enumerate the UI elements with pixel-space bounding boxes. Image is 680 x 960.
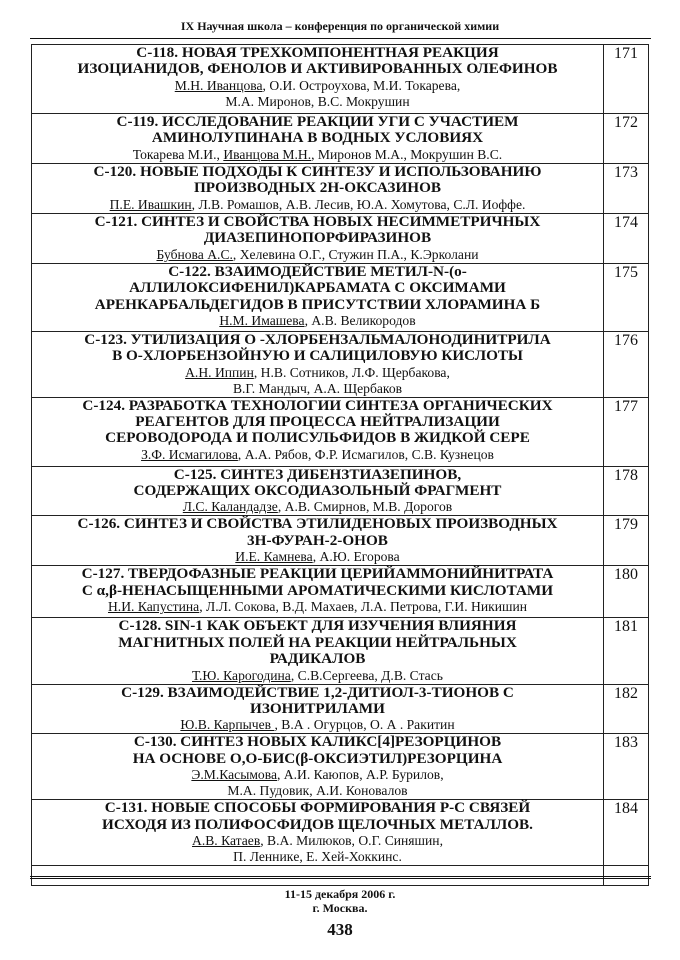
presenting-author: Н.М. Имашева bbox=[219, 313, 305, 329]
entry-title-line: АМИНОЛУПИНАНА В ВОДНЫХ УСЛОВИЯХ bbox=[151, 129, 484, 147]
entry-title-line: АЛЛИЛОКСИФЕНИЛ)КАРБАМАТА С ОКСИМАМИ bbox=[129, 279, 506, 297]
presenting-author: Иванцова М.Н. bbox=[223, 146, 312, 162]
entry-title-line: С α,β-НЕНАСЫЩЕННЫМИ АРОМАТИЧЕСКИМИ КИСЛОТАМИ bbox=[81, 581, 554, 599]
entry-authors-line bbox=[32, 381, 603, 397]
contents-table bbox=[31, 44, 649, 886]
entry-authors-line bbox=[32, 447, 603, 463]
entry-authors-line bbox=[32, 549, 603, 565]
entry-page-number: 172 bbox=[604, 114, 649, 164]
toc-entry bbox=[32, 45, 649, 114]
toc-entry bbox=[32, 114, 649, 164]
entry-body bbox=[32, 263, 604, 331]
entry-authors-line bbox=[32, 767, 603, 783]
authors-text: , Миронов М.А., Мокрушин В.С. bbox=[311, 146, 503, 162]
presenting-author: А.В. Катаев bbox=[192, 833, 261, 849]
page-number: 438 bbox=[327, 920, 353, 939]
entry-authors-line bbox=[32, 94, 603, 110]
entry-title-line: СЕРОВОДОРОДА И ПОЛИСУЛЬФИДОВ В ЖИДКОЙ СЕРЕ bbox=[105, 429, 530, 447]
entry-title-line: С-130. СИНТЕЗ НОВЫХ КАЛИКС[4]РЕЗОРЦИНОВ bbox=[133, 733, 502, 751]
toc-entry bbox=[32, 800, 649, 866]
entry-body bbox=[32, 114, 604, 164]
entry-body bbox=[32, 684, 604, 734]
presenting-author: Бубнова А.С. bbox=[156, 246, 233, 262]
toc-entry bbox=[32, 734, 649, 800]
presenting-author: А.Н. Иппин bbox=[185, 364, 254, 380]
contents-body bbox=[32, 45, 649, 886]
entry-title-line: ИЗОНИТРИЛАМИ bbox=[250, 700, 385, 718]
entry-title-line: С-122. ВЗАИМОДЕЙСТВИЕ МЕТИЛ-N-(о- bbox=[168, 262, 467, 280]
authors-text: , В.А . Огурцов, О. А . Ракитин bbox=[274, 717, 455, 733]
entry-body bbox=[32, 618, 604, 684]
footer-rule bbox=[30, 876, 651, 881]
entry-title-line: С-118. НОВАЯ ТРЕХКОМПОНЕНТНАЯ РЕАКЦИЯ bbox=[136, 44, 499, 61]
entry-body bbox=[32, 800, 604, 866]
entry-authors-line bbox=[32, 365, 603, 381]
authors-text: , А.В. Смирнов, М.В. Дорогов bbox=[277, 499, 453, 515]
entry-page-number: 174 bbox=[604, 214, 649, 264]
authors-text: , А.И. Каюпов, А.Р. Бурилов, bbox=[277, 767, 444, 783]
entry-authors-line bbox=[32, 197, 603, 213]
toc-entry bbox=[32, 618, 649, 684]
presenting-author: П.Е. Ивашкин bbox=[109, 196, 192, 212]
running-header: IX Научная школа – конференция по органической химии bbox=[180, 19, 500, 33]
authors-text: П. Ленникe, Е. Хей-Хоккинс. bbox=[233, 849, 402, 865]
authors-text: Токарева М.И., bbox=[132, 146, 224, 162]
entry-body bbox=[32, 397, 604, 466]
entry-title-line: С-126. СИНТЕЗ И СВОЙСТВА ЭТИЛИДЕНОВЫХ ПРОИЗВОДНЫХ bbox=[77, 515, 558, 533]
entry-authors-line bbox=[32, 849, 603, 865]
entry-page-number: 181 bbox=[604, 618, 649, 684]
toc-entry bbox=[32, 263, 649, 331]
entry-title-line: В О-ХЛОРБЕНЗОЙНУЮ И САЛИЦИЛОВУЮ КИСЛОТЫ bbox=[112, 347, 523, 365]
entry-body bbox=[32, 516, 604, 566]
presenting-author: И.Е. Камнева bbox=[235, 549, 313, 565]
presenting-author: З.Ф. Исмагилова bbox=[141, 446, 238, 462]
entry-title-line: 3Н-ФУРАН-2-ОНОВ bbox=[247, 531, 388, 549]
authors-text: , Н.В. Сотников, Л.Ф. Щербакова, bbox=[253, 364, 450, 380]
entry-title-line: ИСХОДЯ ИЗ ПОЛИФОСФИДОВ ЩЕЛОЧНЫХ МЕТАЛЛОВ. bbox=[102, 815, 533, 833]
entry-body bbox=[32, 734, 604, 800]
presenting-author: Т.Ю. Карогодина bbox=[192, 667, 291, 683]
entry-body bbox=[32, 45, 604, 114]
entry-body bbox=[32, 331, 604, 397]
entry-title-line: С-131. НОВЫЕ СПОСОБЫ ФОРМИРОВАНИЯ Р-С СВЯЗЕЙ bbox=[104, 799, 531, 817]
toc-entry bbox=[32, 566, 649, 618]
footer-city: г. Москва. bbox=[312, 901, 368, 915]
entry-title-line: НА ОСНОВЕ О,О-БИС(β-ОКСИЭТИЛ)РЕЗОРЦИНА bbox=[132, 749, 503, 767]
presenting-author: Н.И. Капустина bbox=[107, 599, 200, 615]
toc-entry bbox=[32, 331, 649, 397]
toc-entry bbox=[32, 684, 649, 734]
authors-text: , Л.В. Ромашов, А.В. Лесив, Ю.А. Хомутова, С.Л. Иоффе. bbox=[191, 196, 526, 212]
entry-authors-line bbox=[32, 78, 603, 94]
presenting-author: Л.С. Каландадзе bbox=[182, 499, 278, 515]
authors-text: , Хелевина О.Г., Стужин П.А., К.Эрколани bbox=[232, 246, 479, 262]
entry-page-number: 177 bbox=[604, 397, 649, 466]
entry-title-line: С-127. ТВЕРДОФАЗНЫЕ РЕАКЦИИ ЦЕРИЙАММОНИЙНИТРАТА bbox=[81, 565, 554, 583]
authors-text: , А.Ю. Егорова bbox=[312, 549, 400, 565]
entry-title-line: РАДИКАЛОВ bbox=[269, 650, 366, 668]
toc-entry bbox=[32, 214, 649, 264]
entry-title-line: С-121. СИНТЕЗ И СВОЙСТВА НОВЫХ НЕСИММЕТРИЧНЫХ bbox=[94, 213, 541, 230]
authors-text: , А.А. Рябов, Ф.Р. Исмагилов, С.В. Кузнецов bbox=[237, 446, 494, 462]
entry-title-line: ИЗОЦИАНИДОВ, ФЕНОЛОВ И АКТИВИРОВАННЫХ ОЛЕФИНОВ bbox=[77, 60, 558, 78]
authors-text: В.Г. Мандыч, А.А. Щербаков bbox=[232, 380, 403, 396]
entry-title-line: ПРОИЗВОДНЫХ 2H-ОКСАЗИНОВ bbox=[193, 179, 442, 197]
entry-page-number: 183 bbox=[604, 734, 649, 800]
authors-text: , С.В.Сергеева, Д.В. Стась bbox=[290, 667, 443, 683]
authors-text: , В.А. Милюков, О.Г. Синяшин, bbox=[260, 833, 443, 849]
entry-body bbox=[32, 214, 604, 264]
entry-page-number: 171 bbox=[604, 45, 649, 114]
toc-entry bbox=[32, 466, 649, 516]
entry-title-line: СОДЕРЖАЩИХ ОКСОДИАЗОЛЬНЫЙ ФРАГМЕНТ bbox=[133, 482, 502, 500]
entry-title-line: РЕАГЕНТОВ ДЛЯ ПРОЦЕССА НЕЙТРАЛИЗАЦИИ bbox=[135, 413, 500, 431]
header-rule bbox=[30, 38, 651, 39]
entry-body bbox=[32, 566, 604, 618]
authors-text: М.А. Миронов, В.С. Мокрушин bbox=[225, 93, 410, 109]
entry-page-number: 173 bbox=[604, 164, 649, 214]
entry-title-line: С-123. УТИЛИЗАЦИЯ О -ХЛОРБЕНЗАЛЬМАЛОНОДИНИТРИЛА bbox=[84, 330, 551, 348]
toc-entry bbox=[32, 164, 649, 214]
presenting-author: Э.М.Касымова bbox=[191, 767, 277, 783]
entry-authors-line bbox=[32, 833, 603, 849]
authors-text: , А.В. Великородов bbox=[304, 313, 416, 329]
entry-authors-line bbox=[32, 247, 603, 263]
entry-page-number: 182 bbox=[604, 684, 649, 734]
entry-page-number: 184 bbox=[604, 800, 649, 866]
presenting-author: Ю.В. Карпычев bbox=[180, 717, 275, 733]
entry-title-line: С-119. ИССЛЕДОВАНИЕ РЕАКЦИИ УГИ С УЧАСТИЕМ bbox=[116, 113, 519, 130]
entry-title-line: С-124. РАЗРАБОТКА ТЕХНОЛОГИИ СИНТЕЗА ОРГАНИЧЕСКИХ bbox=[82, 396, 553, 414]
entry-authors-line bbox=[32, 783, 603, 799]
presenting-author: М.Н. Иванцова bbox=[174, 77, 263, 93]
entry-title-line: МАГНИТНЫХ ПОЛЕЙ НА РЕАКЦИИ НЕЙТРАЛЬНЫХ bbox=[118, 633, 517, 651]
authors-text: , О.И. Остроухова, М.И. Токарева, bbox=[262, 77, 461, 93]
toc-entry bbox=[32, 516, 649, 566]
entry-authors-line bbox=[32, 147, 603, 163]
entry-page-number: 180 bbox=[604, 566, 649, 618]
entry-title-line: ДИАЗЕПИНОПОРФИРАЗИНОВ bbox=[203, 229, 432, 247]
authors-text: М.А. Пудовик, А.И. Коновалов bbox=[227, 783, 408, 799]
entry-page-number: 175 bbox=[604, 263, 649, 331]
entry-body bbox=[32, 164, 604, 214]
entry-authors-line bbox=[32, 717, 603, 733]
entry-authors-line bbox=[32, 313, 603, 329]
entry-body bbox=[32, 466, 604, 516]
entry-page-number: 178 bbox=[604, 466, 649, 516]
entry-title-line: С-125. СИНТЕЗ ДИБЕНЗТИАЗЕПИНОВ, bbox=[173, 465, 462, 483]
footer-dates: 11-15 декабря 2006 г. bbox=[284, 887, 396, 901]
entry-authors-line bbox=[32, 499, 603, 515]
toc-entry bbox=[32, 397, 649, 466]
entry-authors-line bbox=[32, 668, 603, 684]
authors-text: , Л.Л. Сокова, В.Д. Махаев, Л.А. Петрова, Г.И. Никишин bbox=[199, 599, 527, 615]
entry-title-line: С-120. НОВЫЕ ПОДХОДЫ К СИНТЕЗУ И ИСПОЛЬЗОВАНИЮ bbox=[93, 163, 542, 180]
entry-authors-line bbox=[32, 599, 603, 615]
entry-title-line: С-128. SIN-1 КАК ОБЪЕКТ ДЛЯ ИЗУЧЕНИЯ ВЛИЯНИЯ bbox=[118, 617, 517, 635]
entry-title-line: АРЕНКАРБАЛЬДЕГИДОВ В ПРИСУТСТВИИ ХЛОРАМИНА Б bbox=[94, 295, 541, 313]
entry-title-line: С-129. ВЗАИМОДЕЙСТВИЕ 1,2-ДИТИОЛ-3-ТИОНОВ С bbox=[121, 683, 514, 701]
entry-page-number: 176 bbox=[604, 331, 649, 397]
entry-page-number: 179 bbox=[604, 516, 649, 566]
